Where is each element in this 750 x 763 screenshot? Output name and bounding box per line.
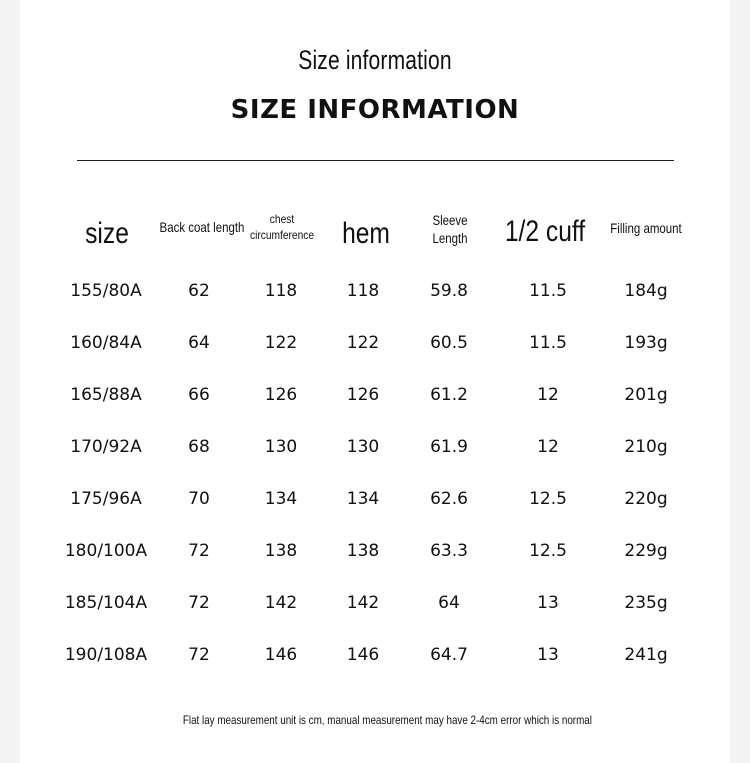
cell-hem: 118 xyxy=(346,281,380,301)
cell-half-cuff: 12 xyxy=(537,385,559,405)
cell-sleeve-length: 64.7 xyxy=(430,645,468,665)
cell-back-coat-length: 62 xyxy=(188,281,210,301)
cell-chest: 142 xyxy=(264,593,298,613)
cell-hem: 134 xyxy=(346,489,380,509)
cell-chest: 130 xyxy=(264,437,298,457)
cell-filling-amount: 235g xyxy=(624,593,668,613)
cell-back-coat-length: 72 xyxy=(188,645,210,665)
header-chest-line1: chest xyxy=(269,212,295,226)
cell-size: 165/88A xyxy=(70,385,142,405)
measurement-footnote: Flat lay measurement unit is cm, manual measurement may have 2-4cm error which is normal xyxy=(182,713,592,727)
header-sleeve-line1: Sleeve xyxy=(432,212,468,228)
cell-sleeve-length: 59.8 xyxy=(430,281,468,301)
cell-hem: 138 xyxy=(346,541,380,561)
cell-back-coat-length: 70 xyxy=(188,489,210,509)
page-subtitle: SIZE INFORMATION xyxy=(230,95,520,125)
header-filling-amount: Filling amount xyxy=(610,220,682,236)
cell-size: 180/100A xyxy=(64,541,148,561)
page-title: Size information xyxy=(298,45,452,75)
header-sleeve-line2: Length xyxy=(432,230,468,246)
cell-half-cuff: 11.5 xyxy=(529,333,567,353)
cell-half-cuff: 12 xyxy=(537,437,559,457)
divider-line xyxy=(77,160,674,161)
cell-back-coat-length: 64 xyxy=(188,333,210,353)
cell-half-cuff: 12.5 xyxy=(529,489,567,509)
header-back-coat-length: Back coat length xyxy=(159,219,245,235)
cell-half-cuff: 13 xyxy=(537,645,559,665)
header-hem: hem xyxy=(342,217,390,250)
cell-chest: 134 xyxy=(264,489,298,509)
cell-sleeve-length: 63.3 xyxy=(430,541,468,561)
cell-back-coat-length: 72 xyxy=(188,541,210,561)
header-half-cuff: 1/2 cuff xyxy=(504,215,586,248)
cell-half-cuff: 12.5 xyxy=(529,541,567,561)
cell-half-cuff: 11.5 xyxy=(529,281,567,301)
cell-filling-amount: 193g xyxy=(624,333,668,353)
cell-filling-amount: 201g xyxy=(624,385,668,405)
cell-hem: 142 xyxy=(346,593,380,613)
cell-hem: 146 xyxy=(346,645,380,665)
cell-filling-amount: 184g xyxy=(624,281,668,301)
cell-back-coat-length: 66 xyxy=(188,385,210,405)
cell-chest: 126 xyxy=(264,385,298,405)
cell-sleeve-length: 61.9 xyxy=(430,437,468,457)
cell-chest: 118 xyxy=(264,281,298,301)
cell-filling-amount: 220g xyxy=(624,489,668,509)
cell-size: 160/84A xyxy=(70,333,142,353)
cell-size: 175/96A xyxy=(70,489,142,509)
cell-sleeve-length: 60.5 xyxy=(430,333,468,353)
cell-size: 170/92A xyxy=(70,437,142,457)
cell-chest: 122 xyxy=(264,333,298,353)
cell-filling-amount: 241g xyxy=(624,645,668,665)
cell-sleeve-length: 62.6 xyxy=(430,489,468,509)
cell-size: 185/104A xyxy=(64,593,148,613)
cell-sleeve-length: 61.2 xyxy=(430,385,468,405)
cell-filling-amount: 229g xyxy=(624,541,668,561)
header-chest-line2: circumference xyxy=(249,228,315,242)
cell-hem: 126 xyxy=(346,385,380,405)
header-size: size xyxy=(85,217,129,250)
cell-back-coat-length: 72 xyxy=(188,593,210,613)
cell-size: 155/80A xyxy=(70,281,142,301)
cell-hem: 122 xyxy=(346,333,380,353)
cell-back-coat-length: 68 xyxy=(188,437,210,457)
cell-chest: 146 xyxy=(264,645,298,665)
cell-chest: 138 xyxy=(264,541,298,561)
cell-half-cuff: 13 xyxy=(537,593,559,613)
cell-filling-amount: 210g xyxy=(624,437,668,457)
cell-sleeve-length: 64 xyxy=(438,593,460,613)
cell-size: 190/108A xyxy=(64,645,148,665)
cell-hem: 130 xyxy=(346,437,380,457)
